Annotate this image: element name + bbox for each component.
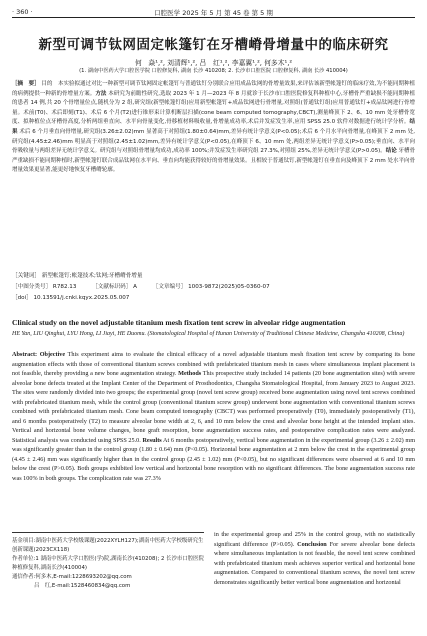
journal-name: 口腔医学 2025 年 5 月 第 45 卷 第 5 期 xyxy=(154,9,273,17)
corresponding-author-1: 通信作者:何多木,E-mail:1228693202@qq.com xyxy=(12,574,132,580)
page-number: · 360 · xyxy=(12,8,33,16)
methods-label: 方法 xyxy=(95,90,107,97)
en-results: At 6 months postoperatively, vertical bone augmentation in the experimental group (3.26 ± 2.02) mm was significantly greater than in the control group (1.80 ± 0.64) mm (P<0.05). Horizontal bone augmentation at 2 mm below the crest in the experimental group (4.45 ± 2.46) mm was significantly higher than in the control group (2.45 ± 1.02) mm (P<0.05), but no significant differences were observed at 6 and 10 mm below the crest (P>0.05). Both groups exhibited low vertical and horizontal bone resorption with no significant differences. The bone augmentation success rate was 100% in both groups. The complication rate was 27.3% xyxy=(12,436,416,482)
en-objective-label: Objective xyxy=(39,351,66,358)
results-label: 结果 xyxy=(12,119,415,135)
header-rule xyxy=(12,17,415,18)
english-authors: HE Yan, LIU Qinghui, LYU Hong, LI Jiayi, HE Duomu. (Stomatological Hospital of Hunan University of Traditional Chinese Medicine, Changsha 410208, China) xyxy=(12,331,405,337)
document-code: ［文献标识码］ A xyxy=(92,284,137,290)
conclusion-label: 结论 xyxy=(385,148,397,155)
en-objective: This experiment aims to evaluate the clinical efficacy of a novel adjustable titanium mesh fixation tent screw by comparing its bone augmentation effects with those of conventional titanium screws combined with prefabricated titanium mesh in cases where simultaneous implant placement is not feasible, thereby providing a new bone augmentation strategy. xyxy=(12,351,416,377)
affiliation: (1. 湖南中医药大学口腔医学院 口腔修复科, 湖南 长沙 410208; 2. 长沙市口腔医院 口腔修复科, 湖南 长沙 410004) xyxy=(79,68,348,74)
chinese-abstract xyxy=(12,80,415,176)
en-methods-label: Methods xyxy=(178,370,202,377)
english-title: Clinical study on the novel adjustable titanium mesh fixation tent screw in alveolar ridge augmentation xyxy=(12,318,346,327)
abstract-conclusion: 牙槽骨严重缺损不能同期种植时,新型帐篷钉联合成品钛网在水平向、垂直向均能获得较好的骨增量效果。且相较于普通钛钉,新型帐篷钉在垂直向及峰顶下 2 mm 处水平向骨增量效果更显著,能更好地恢复牙槽嵴轮廓。 xyxy=(12,148,415,174)
english-abstract xyxy=(12,350,415,483)
keywords: ［关键词］ 新型帐篷钉;帐篷技术;钛网;牙槽嵴骨增量 xyxy=(12,273,143,279)
abstract-results: 术后 6 个月垂直向骨增量,研究组(3.26±2.02)mm 显著高于对照组(1.80±0.64)mm,差异有统计学意义(P<0.05);术后 6 个月水平向骨增量,在峰顶下 2 mm 处,研究组(4.45±2.46)mm 明显高于对照组(2.45±1.02)mm,差异有统计学意义(P<0.05),在峰顶下 6、10 mm 处,两组差异无统计学意义(P>0.05);垂直向、水平向骨吸收量与两组差异无统计学意义。研究组与对照组骨增量均成功,成功率 100%;并发症发生率研究组 27.3%,对照组 25%,差异无统计学意义(P>0.05)。 xyxy=(12,128,415,155)
corresponding-author-2: 吕 红,E-mail:1528460834@qq.com xyxy=(34,583,131,589)
abstract-objective: 目的 本实验拟通过对比一种新型可调节钛网固定帐篷钉与普通钛钉分别联合应用成品钛网的骨增量效果,来评估该新型帐篷钉的临床疗效,为不能同期种植的病例提供一种新的骨增量方案。 xyxy=(12,81,415,97)
en-results-continued: in the experimental group and 25% in the control group, with no statistically significant difference (P>0.05). xyxy=(214,531,415,548)
footnote xyxy=(12,532,204,591)
article-id: ［文章编号］ 1003-9872(2025)05-0360-07 xyxy=(152,284,270,290)
abstract-label: ［摘 要］ xyxy=(12,81,40,87)
abstract-methods: 本研究为前瞻性研究,选取 2023 年 1 月—2023 年 8 月就诊于长沙市口腔医院修复科种植中心,牙槽骨严重缺损不能同期种植的患者 14 例,共 20 个骨增量位点,随机分为 2 组,研究组(新型帐篷钉组)应用新型帐篷钉+成品钛网进行骨增量,对照组(普通钛钉组)应用普通钛钉+成品钛网进行骨增量。术前(T0)、术后即刻(T1)、术后 6 个月(T2)进行锥形束计算机断层扫描(cone beam computed tomography,CBCT),测量峰顶下 2、6、10 mm 处牙槽骨宽度、拟种植位点牙槽骨高度,分析两组垂直向、水平向骨量变化,骨移植材料吸收量,骨增量成功率,术后并发症发生率,应用 SPSS 25.0 软件对数据进行统计学分析。 xyxy=(12,90,415,126)
en-abstract-label: Abstract: xyxy=(12,351,38,358)
en-conclusion-label: Conclusion xyxy=(297,540,327,548)
english-abstract-continued xyxy=(214,530,415,588)
doi: ［doi］ 10.13591/j.cnki.kqyx.2025.05.007 xyxy=(12,295,130,301)
author-unit-note: 作者单位:1 湖南中医药大学口腔医(学)院,湖南长沙(410208); 2 长沙市口腔医院种植修复科,湖南长沙(410004) xyxy=(12,556,204,571)
en-conclusion: For severe alveolar bone defects where simultaneous implantation is not feasible, the novel tent screw combined with prefabricated titanium mesh achieves superior vertical and horizontal bone augmentation. Compared to conventional titanium screws, the novel tent screw demonstrates significantly better vertical bone augmentation and horizontal xyxy=(214,540,415,586)
classification-row xyxy=(12,282,415,290)
clc-number: ［中图分类号］ R782.13 xyxy=(12,284,77,290)
author-list: 何 焱¹,², 刘清辉¹,², 吕 红¹,², 李嘉翼¹,², 何多木¹,² xyxy=(134,59,293,67)
en-results-label: Results xyxy=(142,436,162,444)
fund-note: 基金项目:湖南中医药大学校级课题(2022XYLH127);湖南中医药大学校级研究生创新课题(2023CX118) xyxy=(12,538,204,553)
article-title: 新型可调节钛网固定帐篷钉在牙槽嵴骨增量中的临床研究 xyxy=(38,37,389,53)
en-methods: This prospective study included 14 patients (20 bone augmentation sites) with severe alveolar bone defects treated at the Implant Center of the Department of Prosthodontics, Changsha Stomatological Hospital, from January 2023 to August 2023. The sites were randomly divided into two groups; the experimental group (novel tent screw group) received bone augmentation using novel tent screws combined with prefabricated titanium mesh, while the control group (conventional titanium screw group) underwent bone augmentation with conventional titanium screws combined with prefabricated titanium mesh. Cone beam computed tomography (CBCT) was performed preoperatively (T0), immediately postoperatively (T1), and 6 months postoperatively (T2) to measure alveolar bone width at 2, 6, and 10 mm below the crest and alveolar bone height at the intended implant sites. Vertical and horizontal bone volume changes, bone graft resorption, bone augmentation success rates, and postoperative complication rates were analyzed. Statistical analysis was conducted using SPSS 25.0. xyxy=(12,370,416,444)
